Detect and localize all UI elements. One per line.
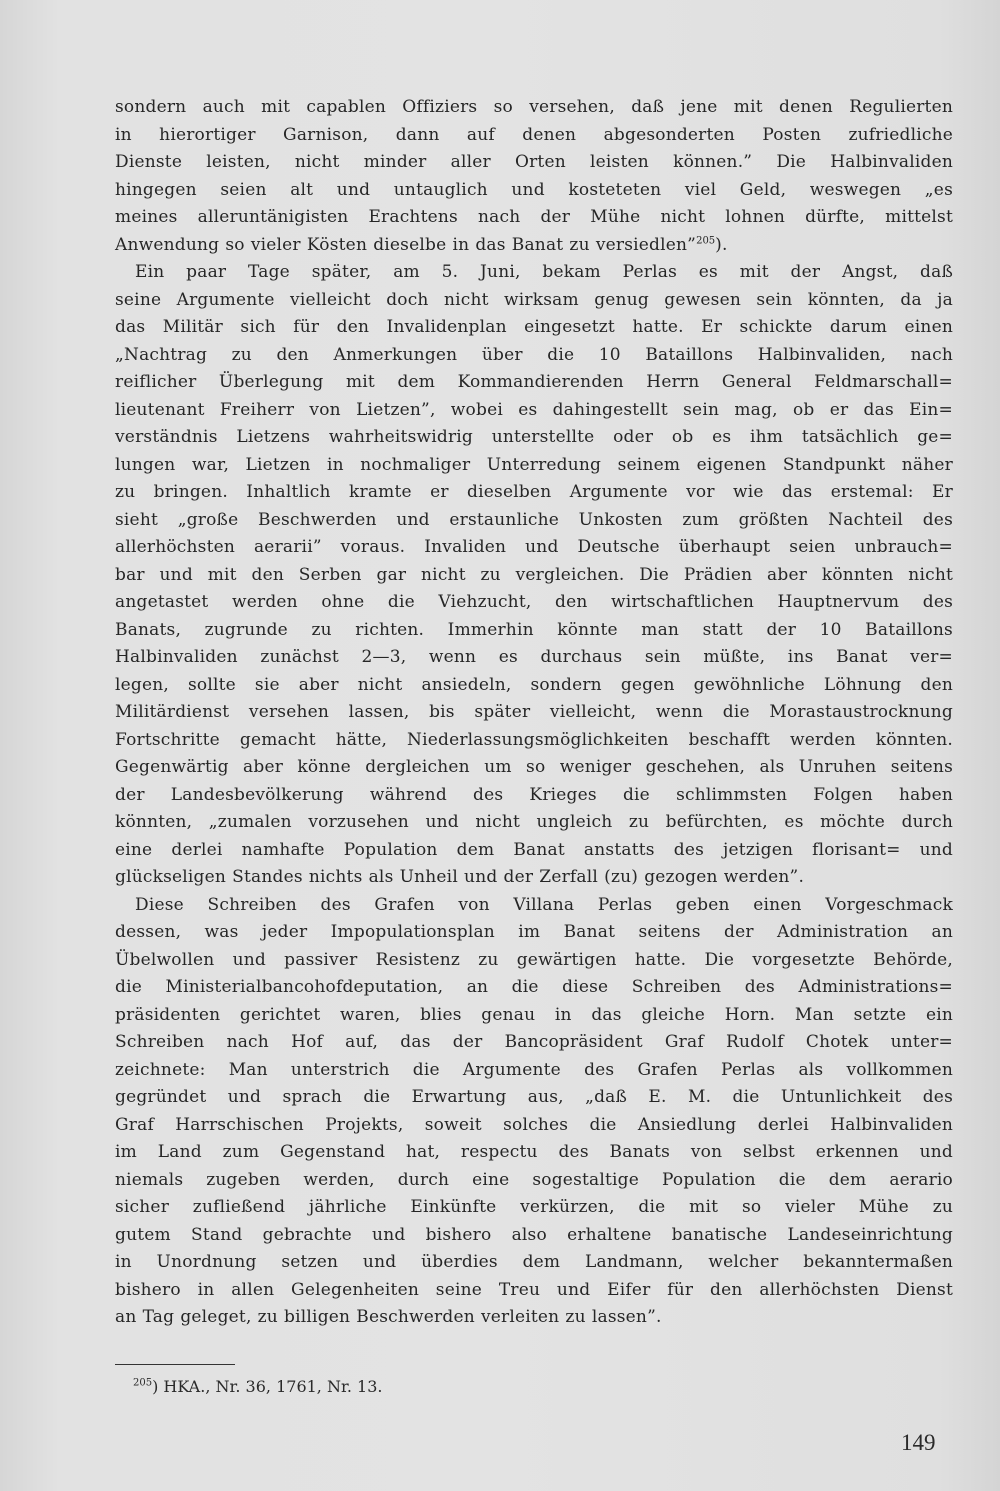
line-text: verständnis Lietzens wahrheitswidrig unterstellte oder ob es ihm tatsächlich ge= xyxy=(115,427,953,447)
text-line xyxy=(115,314,953,342)
text-line xyxy=(115,232,953,260)
line-text: eine derlei namhafte Population dem Banat anstatts des jetzigen florisant= und xyxy=(115,839,953,860)
line-text: „Nachtrag zu den Anmerkungen über die 10 Bataillons Halbinvaliden, nach xyxy=(115,344,953,365)
text-line xyxy=(115,1002,953,1030)
text-line xyxy=(115,754,953,782)
text-line xyxy=(115,562,953,590)
line-text: Fortschritte gemacht hätte, Niederlassungsmöglichkeiten beschafft werden könnten. xyxy=(115,729,953,750)
line-text: Schreiben nach Hof auf, das der Bancopräsident Graf Rudolf Chotek unter= xyxy=(115,1032,953,1052)
line-text: zeichnete: Man unterstrich die Argumente des Grafen Perlas als vollkommen xyxy=(115,1059,953,1080)
paragraph xyxy=(115,94,953,259)
line-text: Gegenwärtig aber könne dergleichen um so weniger geschehen, als Unruhen seitens xyxy=(115,757,953,777)
text-line xyxy=(115,1277,953,1305)
line-text: Militärdienst versehen lassen, bis später vielleicht, wenn die Morastaustrocknung xyxy=(115,702,953,722)
text-line xyxy=(115,727,953,755)
text-line xyxy=(115,287,953,315)
text-line xyxy=(115,94,953,122)
text-line xyxy=(115,397,953,425)
line-text: der Landesbevölkerung während des Krieges die schlimmsten Folgen haben xyxy=(115,784,953,805)
line-text: lieutenant Freiherr von Lietzen”, wobei es dahingestellt sein mag, ob er das Ein= xyxy=(115,399,953,420)
line-text: Halbinvaliden zunächst 2—3, wenn es durchaus sein müßte, ins Banat ver= xyxy=(115,647,953,667)
text-line xyxy=(115,699,953,727)
line-text: präsidenten gerichtet waren, blies genau in das gleiche Horn. Man setzte ein xyxy=(115,1004,953,1025)
line-text: meines alleruntänigisten Erachtens nach der Mühe nicht lohnen dürfte, mittelst xyxy=(115,207,953,227)
text-line xyxy=(115,1084,953,1112)
line-text: bishero in allen Gelegenheiten seine Treu und Eifer für den allerhöchsten Dienst xyxy=(115,1279,953,1300)
body-text xyxy=(115,94,953,1332)
line-text: hingegen seien alt und untauglich und kosteteten viel Geld, weswegen „es xyxy=(115,179,953,200)
line-text: Anwendung so vieler Kösten dieselbe in das Banat zu versiedlen” xyxy=(115,234,697,255)
line-text: Ein paar Tage später, am 5. Juni, bekam Perlas es mit der Angst, daß xyxy=(135,262,953,282)
text-line xyxy=(115,342,953,370)
line-text: im Land zum Gegenstand hat, respectu des Banats von selbst erkennen und xyxy=(115,1142,953,1162)
text-line xyxy=(115,892,953,920)
text-line xyxy=(115,1249,953,1277)
text-line xyxy=(115,1194,953,1222)
line-text: glückseligen Standes nichts als Unheil und der Zerfall (zu) gezogen werden”. xyxy=(115,867,805,887)
text-line xyxy=(115,149,953,177)
text-line xyxy=(115,864,953,892)
text-line xyxy=(115,1304,953,1332)
line-text: gutem Stand gebrachte und bishero also erhaltene banatische Landeseinrichtung xyxy=(115,1224,953,1245)
text-line xyxy=(115,919,953,947)
page-number: 149 xyxy=(901,1430,936,1455)
text-line xyxy=(115,1167,953,1195)
line-text: lungen war, Lietzen in nochmaliger Unterredung seinem eigenen Standpunkt näher xyxy=(115,454,953,475)
line-text: allerhöchsten aerarii” voraus. Invaliden und Deutsche überhaupt seien unbrauch= xyxy=(115,537,953,557)
text-line xyxy=(115,479,953,507)
text-line xyxy=(115,974,953,1002)
footnote-reference: 205 xyxy=(696,234,716,246)
text-line xyxy=(115,837,953,865)
text-line xyxy=(115,589,953,617)
line-text: sondern auch mit capablen Offiziers so versehen, daß jene mit denen Regulierten xyxy=(115,97,953,117)
line-text: sicher zufließend jährliche Einkünfte verkürzen, die mit so vieler Mühe zu xyxy=(115,1197,953,1217)
line-text: in hierortiger Garnison, dann auf denen abgesonderten Posten zufriedliche xyxy=(115,124,953,145)
line-text: gegründet und sprach die Erwartung aus, „daß E. M. die Untunlichkeit des xyxy=(115,1087,953,1107)
paragraph xyxy=(115,259,953,892)
text-line xyxy=(115,204,953,232)
footnote-text: ) HKA., Nr. 36, 1761, Nr. 13. xyxy=(152,1377,383,1396)
line-text: Graf Harrschischen Projekts, soweit solches die Ansiedlung derlei Halbinvaliden xyxy=(115,1114,953,1135)
line-text: sieht „große Beschwerden und erstaunliche Unkosten zum größten Nachteil des xyxy=(115,509,953,530)
text-line xyxy=(115,1139,953,1167)
text-line xyxy=(115,782,953,810)
line-tail: ). xyxy=(715,234,728,255)
line-text: angetastet werden ohne die Viehzucht, den wirtschaftlichen Hauptnervum des xyxy=(115,592,953,612)
text-line xyxy=(115,534,953,562)
text-line xyxy=(115,177,953,205)
line-text: niemals zugeben werden, durch eine sogestaltige Population die dem aerario xyxy=(115,1169,953,1190)
line-text: Übelwollen und passiver Resistenz zu gewärtigen hatte. Die vorgesetzte Behörde, xyxy=(115,949,953,970)
line-text: Banats, zugrunde zu richten. Immerhin könnte man statt der 10 Bataillons xyxy=(115,619,953,640)
line-text: seine Argumente vielleicht doch nicht wirksam genug gewesen sein könnten, da ja xyxy=(115,289,953,310)
footnote-rule xyxy=(115,1364,235,1365)
line-text: das Militär sich für den Invalidenplan eingesetzt hatte. Er schickte darum einen xyxy=(115,317,953,337)
line-text: reiflicher Überlegung mit dem Kommandierenden Herrn General Feldmarschall= xyxy=(115,372,953,392)
text-line xyxy=(115,809,953,837)
footnote xyxy=(133,1377,382,1396)
line-text: in Unordnung setzen und überdies dem Landmann, welcher bekanntermaßen xyxy=(115,1252,953,1272)
line-text: die Ministerialbancohofdeputation, an die diese Schreiben des Administrations= xyxy=(115,977,953,997)
line-text: an Tag geleget, zu billigen Beschwerden verleiten zu lassen”. xyxy=(115,1307,662,1327)
text-line xyxy=(115,452,953,480)
line-text: Dienste leisten, nicht minder aller Orten leisten können.” Die Halbinvaliden xyxy=(115,152,953,172)
line-text: dessen, was jeder Impopulationsplan im Banat seitens der Administration an xyxy=(115,922,953,942)
text-line xyxy=(115,1057,953,1085)
line-text: bar und mit den Serben gar nicht zu vergleichen. Die Prädien aber könnten nicht xyxy=(115,564,953,585)
paragraph xyxy=(115,892,953,1332)
text-line xyxy=(115,617,953,645)
line-text: zu bringen. Inhaltlich kramte er dieselben Argumente vor wie das erstemal: Er xyxy=(115,482,953,502)
text-line xyxy=(115,122,953,150)
text-line xyxy=(115,947,953,975)
text-line xyxy=(115,369,953,397)
footnote-marker: 205 xyxy=(133,1377,153,1389)
text-line xyxy=(115,507,953,535)
text-line xyxy=(115,1112,953,1140)
line-text: Diese Schreiben des Grafen von Villana Perlas geben einen Vorgeschmack xyxy=(135,894,953,915)
text-line xyxy=(115,259,953,287)
text-line xyxy=(115,672,953,700)
line-text: könnten, „zumalen vorzusehen und nicht ungleich zu befürchten, es möchte durch xyxy=(115,812,953,832)
text-line xyxy=(115,1222,953,1250)
line-text: legen, sollte sie aber nicht ansiedeln, sondern gegen gewöhnliche Löhnung den xyxy=(115,674,953,695)
text-line xyxy=(115,424,953,452)
text-line xyxy=(115,644,953,672)
text-line xyxy=(115,1029,953,1057)
